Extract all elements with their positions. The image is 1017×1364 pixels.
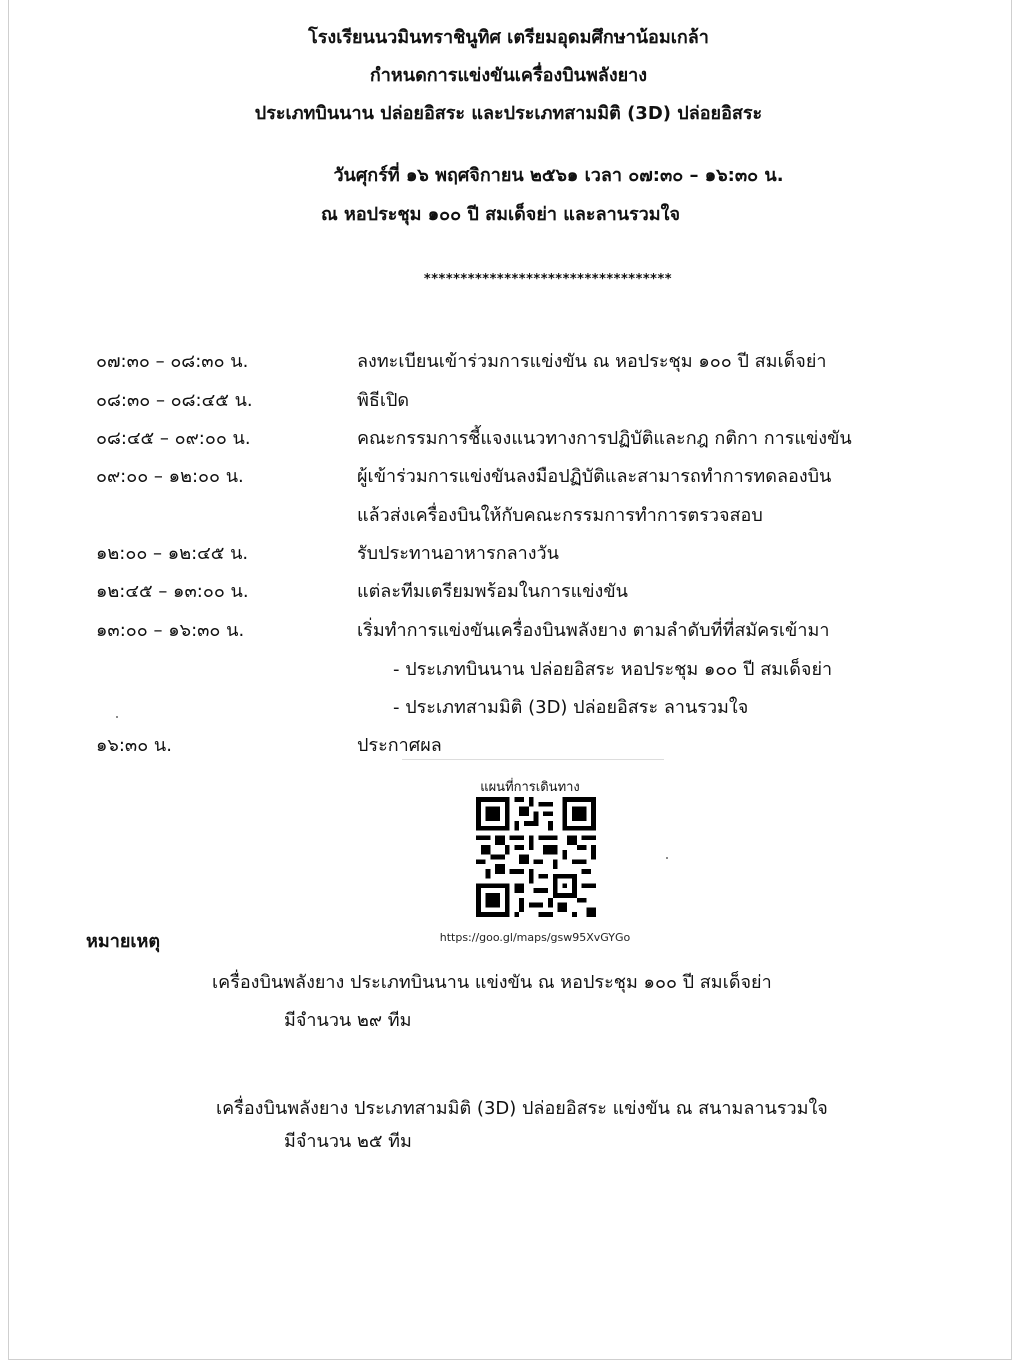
note-1-line-2: มีจำนวน ๒๙ ทีม <box>284 1010 412 1031</box>
schedule-time: ๑๒:๐๐ – ๑๒:๔๕ น. <box>96 543 249 564</box>
schedule-sub-item: - ประเภทบินนาน ปล่อยอิสระ หอประชุม ๑๐๐ ปี สมเด็จย่า <box>393 659 833 680</box>
schedule-activity: ลงทะเบียนเข้าร่วมการแข่งขัน ณ หอประชุม ๑๐๐ ปี สมเด็จย่า <box>357 351 827 372</box>
stray-dot <box>116 716 118 718</box>
map-divider <box>402 759 664 760</box>
schedule-time: ๐๗:๓๐ – ๐๘:๓๐ น. <box>96 351 249 372</box>
schedule-activity: พิธีเปิด <box>357 390 410 411</box>
schedule-time: ๐๙:๐๐ – ๑๒:๐๐ น. <box>96 466 244 487</box>
qr-code-icon[interactable] <box>476 797 596 917</box>
schedule-time: ๐๘:๔๕ – ๐๙:๐๐ น. <box>96 428 251 449</box>
event-date-time: วันศุกร์ที่ ๑๖ พฤศจิกายน ๒๕๖๑ เวลา ๐๗:๓๐ – ๑๖:๓๐ น. <box>333 165 784 186</box>
note-1-line-1: เครื่องบินพลังยาง ประเภทบินนาน แข่งขัน ณ หอประชุม ๑๐๐ ปี สมเด็จย่า <box>212 972 772 993</box>
schedule-activity: ผู้เข้าร่วมการแข่งขันลงมือปฏิบัติและสามารถทำการทดลองบิน <box>357 466 832 487</box>
separator: ********************************** <box>423 272 673 287</box>
schedule-activity: แต่ละทีมเตรียมพร้อมในการแข่งขัน <box>357 581 628 602</box>
schedule-time: ๑๒:๔๕ – ๑๓:๐๐ น. <box>96 581 249 602</box>
school-title: โรงเรียนนวมินทราชินูทิศ เตรียมอุดมศึกษาน้อมเกล้า <box>308 27 709 48</box>
schedule-time: ๑๖:๓๐ น. <box>96 735 172 756</box>
schedule-time: ๐๘:๓๐ – ๐๘:๔๕ น. <box>96 390 253 411</box>
note-2-line-2: มีจำนวน ๒๕ ทีม <box>284 1131 412 1152</box>
schedule-time: ๑๓:๐๐ – ๑๖:๓๐ น. <box>96 620 245 641</box>
categories-title: ประเภทบินนาน ปล่อยอิสระ และประเภทสามมิติ (3D) ปล่อยอิสระ <box>254 103 763 124</box>
map-title: แผนที่การเดินทาง <box>480 780 580 795</box>
schedule-activity-continued: แล้วส่งเครื่องบินให้กับคณะกรรมการทำการตรวจสอบ <box>357 505 763 526</box>
schedule-title: กำหนดการแข่งขันเครื่องบินพลังยาง <box>369 65 648 86</box>
stray-dot <box>666 857 668 859</box>
schedule-activity: ประกาศผล <box>357 735 442 756</box>
schedule-activity: รับประทานอาหารกลางวัน <box>357 543 559 564</box>
schedule-sub-item: - ประเภทสามมิติ (3D) ปล่อยอิสระ ลานรวมใจ <box>393 697 749 718</box>
map-url[interactable]: https://goo.gl/maps/gsw95XvGYGo <box>439 931 631 944</box>
note-2-line-1: เครื่องบินพลังยาง ประเภทสามมิติ (3D) ปล่อยอิสระ แข่งขัน ณ สนามลานรวมใจ <box>216 1098 828 1119</box>
schedule-activity: เริ่มทำการแข่งขันเครื่องบินพลังยาง ตามลำดับที่ที่สมัครเข้ามา <box>357 620 830 641</box>
event-venue: ณ หอประชุม ๑๐๐ ปี สมเด็จย่า และลานรวมใจ <box>321 204 680 225</box>
notes-label: หมายเหตุ <box>86 931 161 952</box>
schedule-activity: คณะกรรมการชี้แจงแนวทางการปฏิบัติและกฎ กติกา การแข่งขัน <box>357 428 852 449</box>
